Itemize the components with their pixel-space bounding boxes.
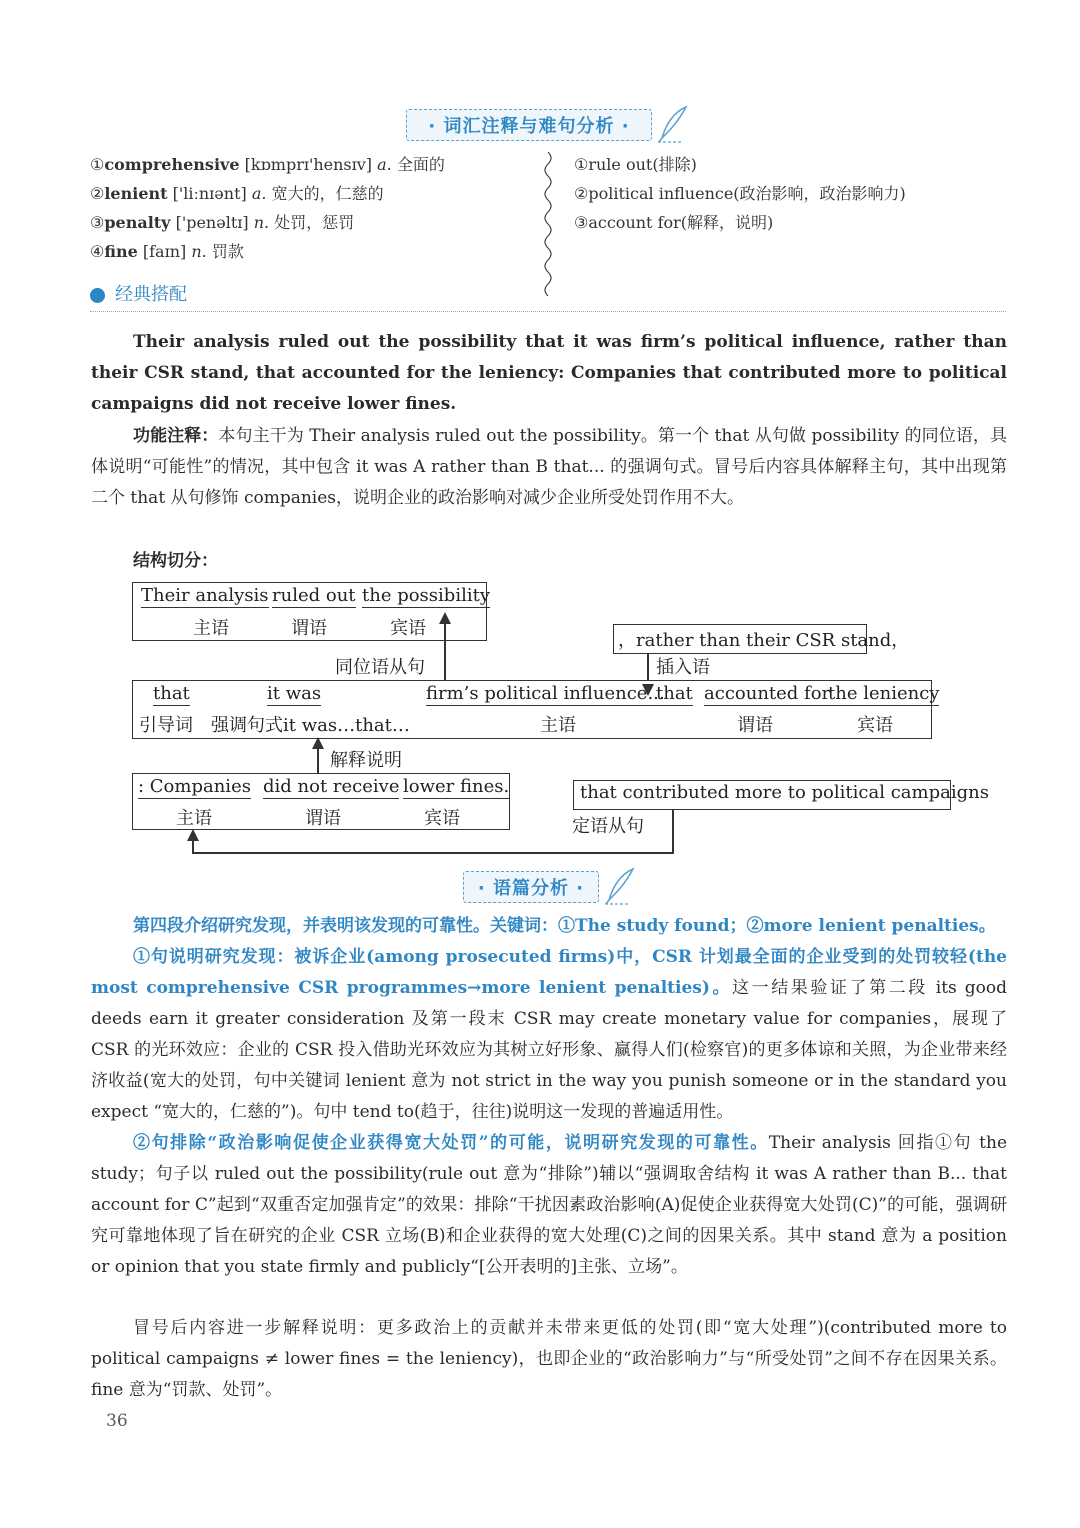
relative-line-vertical xyxy=(672,810,674,854)
insertion-line xyxy=(647,654,649,680)
discourse-p3-highlight: ②句排除“政治影响促使企业获得宽大处罚”的可能，说明研究发现的可靠性。 xyxy=(133,1133,769,1153)
difficult-sentence: Their analysis ruled out the possibility that it was firm’s political influence, rather than their CSR stand, that accounted for the leniency: Companies that contributed more to political campaigns did not receive lower fines. xyxy=(91,332,1007,414)
appositive-line xyxy=(444,622,446,680)
function-note-text: 本句主干为 Their analysis ruled out the possibility。第一个 that 从句做 possibility 的同位语，具体说明“可能性”的情况，其中包含 it was A rather than B that... 的强调句式。冒号后内容具体解释主句，其中出现第二个 that 从句修饰 companies，说明企业的政治影响对减少企业所受处罚作用不大。 xyxy=(91,426,1007,508)
arrow-up-icon xyxy=(311,737,325,751)
section-divider xyxy=(90,311,1006,312)
quill-icon xyxy=(603,866,639,906)
row1-verb: ruled out xyxy=(272,585,356,606)
phrase-item: ①rule out(排除) xyxy=(574,155,697,174)
vocab-left-list xyxy=(90,150,530,266)
phrase-item: ③account for(解释，说明) xyxy=(574,213,774,232)
discourse-p2-highlight: ①句说明研究发现：被诉企业(among prosecuted firms)中，CSR 计划最全面的企业受到的处罚较轻(the most comprehensive CSR programmes→more lenient penalties)。 xyxy=(91,947,1007,998)
appositive-label: 同位语从句 xyxy=(335,657,425,678)
row2-that: that xyxy=(153,683,190,704)
explain-label: 解释说明 xyxy=(330,750,402,771)
arrow-up-icon xyxy=(438,612,452,626)
discourse-paragraph-1: 第四段介绍研究发现，并表明该发现的可靠性。关键词：①The study found；②more lenient penalties。 xyxy=(133,916,996,936)
row2-it-was: it was xyxy=(267,683,322,704)
row2-emphasis-label: 强调句式it was…that… xyxy=(211,715,410,736)
row3-object-label: 宾语 xyxy=(424,808,460,829)
row2-subject-label: 主语 xyxy=(540,715,576,736)
row3-verb: did not receive xyxy=(263,776,400,797)
row3-subject: : Companies xyxy=(138,776,251,797)
vocab-item: ③penalty ['penəltɪ] n. 处罚，惩罚 xyxy=(90,213,355,232)
phrase-item: ②political influence(政治影响，政治影响力) xyxy=(574,184,906,203)
row3-subject-label: 主语 xyxy=(176,808,212,829)
row1-object: the possibility xyxy=(362,585,490,606)
discourse-p3-text: Their analysis 回指①句 the study；句子以 ruled out the possibility(rule out 意为“排除”)辅以“强调取舍结构 it was A rather than B... that account for C”起到“双重否定加强肯定”的效果：排除“干扰因素政治影响(A)促使企业获得宽大处罚(C)”的可能，强调研究可靠地体现了旨在研究的企业 CSR 立场(B)和企业获得的宽大处理(C)之间的因果关系。其中 stand 意为 a position or opinion that you state firmly and publicly“[公开表明的]主张、立场”。 xyxy=(91,1133,1008,1277)
row1-subject: Their analysis xyxy=(141,585,269,606)
row3-verb-label: 谓语 xyxy=(305,808,341,829)
vocab-item: ①comprehensive [kɒmprɪ'hensɪv] a. 全面的 xyxy=(90,155,445,174)
vocab-banner xyxy=(406,109,652,141)
row2-verb: accounted for xyxy=(704,683,831,704)
vocab-item: ④fine [faɪn] n. 罚款 xyxy=(90,242,244,261)
insertion-text: ，rather than their CSR stand， xyxy=(618,630,910,651)
row2-that-label: 引导词 xyxy=(139,715,193,736)
row2-object: the leniency xyxy=(828,683,940,704)
vocab-item: ②lenient ['liːnɪənt] a. 宽大的，仁慈的 xyxy=(90,184,384,203)
row2-focus: firm’s political influence... xyxy=(426,683,665,704)
discourse-paragraph-4: 冒号后内容进一步解释说明：更多政治上的贡献并未带来更低的处罚(即“宽大处理”)(contributed more to political campaigns ≠ lower fines = the leniency)，也即企业的“政治影响力”与“所受处罚”之间不存在因果关系。fine 意为“罚款、处罚”。 xyxy=(91,1318,1007,1400)
row1-verb-label: 谓语 xyxy=(291,618,327,639)
page-number: 36 xyxy=(106,1411,128,1431)
row3-object: lower fines. xyxy=(403,776,510,797)
classic-heading xyxy=(90,280,187,306)
relative-clause-text: that contributed more to political campaigns xyxy=(580,782,989,803)
row1-subject-label: 主语 xyxy=(193,618,229,639)
row2-that2: that xyxy=(656,683,693,704)
relative-clause-label: 定语从句 xyxy=(572,816,644,837)
vocab-banner-text: · 词汇注释与难句分析 · xyxy=(428,116,630,137)
quill-icon xyxy=(656,104,692,144)
row1-object-label: 宾语 xyxy=(390,618,426,639)
bullet-dot-icon xyxy=(90,288,105,303)
discourse-banner xyxy=(463,871,599,903)
discourse-banner-text: · 语篇分析 · xyxy=(477,878,585,899)
row2-verb-label: 谓语 xyxy=(737,715,773,736)
discourse-paragraph-2 xyxy=(91,942,1007,1128)
discourse-p2-text: 这一结果验证了第二段 its good deeds earn it greater consideration 及第一段末 CSR may create monetary value for companies，展现了 CSR 的光环效应：企业的 CSR 投入借助光环效应为其树立好形象、赢得人们(检察官)的更多体谅和关照，为企业带来经济收益(宽大的处罚，句中关键词 lenient 意为 not strict in the way you punish someone or in the standard you expect “宽大的，仁慈的”)。句中 tend to(趋于，往往)说明这一发现的普遍适用性。 xyxy=(91,978,1007,1122)
row2-object-label: 宾语 xyxy=(857,715,893,736)
classic-label: 经典搭配 xyxy=(115,284,187,305)
vocab-right-list xyxy=(574,150,994,237)
function-note xyxy=(91,421,1007,514)
relative-line-horizontal xyxy=(192,852,674,854)
wavy-divider xyxy=(540,152,556,302)
insertion-label: 插入语 xyxy=(656,657,710,678)
arrow-up-icon xyxy=(186,829,200,843)
function-note-label: 功能注释： xyxy=(133,426,219,446)
structure-label: 结构切分： xyxy=(133,551,218,571)
discourse-paragraph-3 xyxy=(91,1128,1007,1283)
